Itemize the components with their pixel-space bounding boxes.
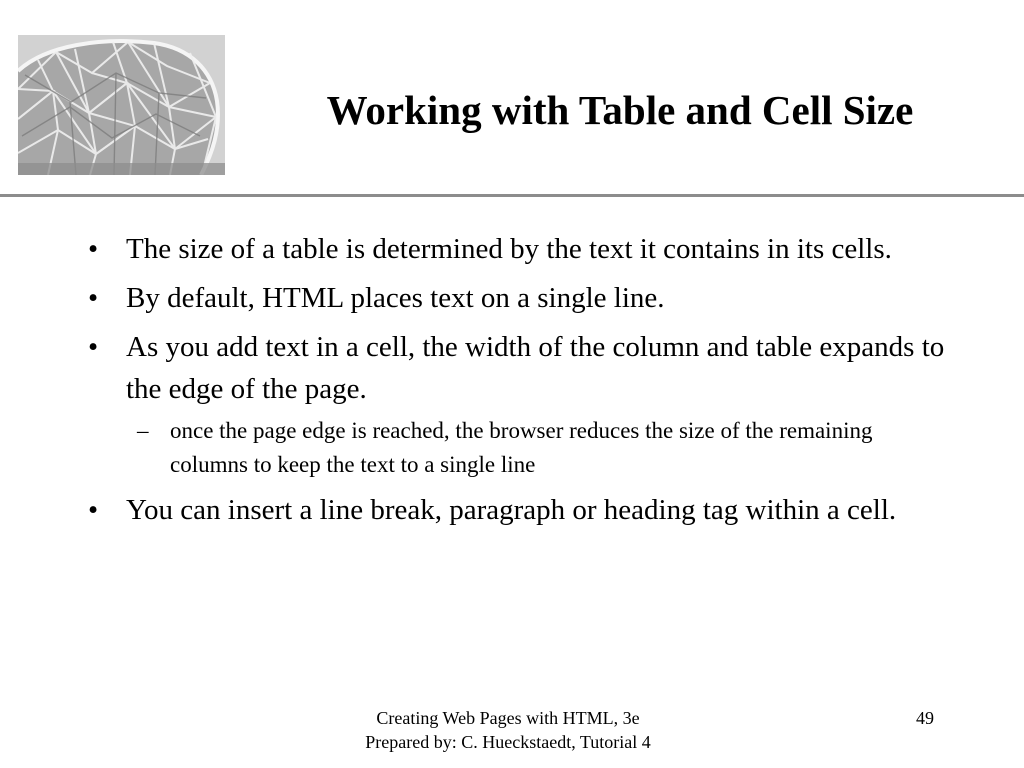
bullet-text-1: The size of a table is determined by the text it contains in its cells. [126, 233, 892, 265]
bullet-item-3 [80, 326, 950, 410]
bullet-item-2 [80, 277, 950, 319]
geodesic-dome-photo-icon [18, 35, 225, 175]
sub-bullet-item [80, 414, 950, 482]
bullet-text-3: As you add text in a cell, the width of the column and table expands to the edge of the page. [126, 331, 945, 405]
bullet-marker-4: • [88, 494, 99, 526]
sub-bullet-text: once the page edge is reached, the browser reduces the size of the remaining columns to keep the text to a single line [170, 418, 873, 477]
bullet-item-4 [80, 489, 950, 531]
bullet-item-1 [80, 228, 950, 270]
bullet-text-4: You can insert a line break, paragraph or heading tag within a cell. [126, 494, 897, 526]
title-divider [0, 194, 1024, 197]
bullet-list [80, 228, 950, 538]
page-number: 49 [916, 708, 934, 728]
bullet-marker-1: • [88, 233, 99, 265]
slide-footer [300, 706, 716, 754]
footer-line-2: Prepared by: C. Hueckstaedt, Tutorial 4 [365, 732, 651, 752]
bullet-marker-2: • [88, 282, 99, 314]
slide-title: Working with Table and Cell Size [326, 87, 914, 133]
bullet-text-2: By default, HTML places text on a single line. [126, 282, 665, 314]
footer-line-1: Creating Web Pages with HTML, 3e [376, 708, 640, 728]
bullet-marker-3: • [88, 331, 99, 363]
sub-bullet-marker: – [137, 418, 149, 443]
